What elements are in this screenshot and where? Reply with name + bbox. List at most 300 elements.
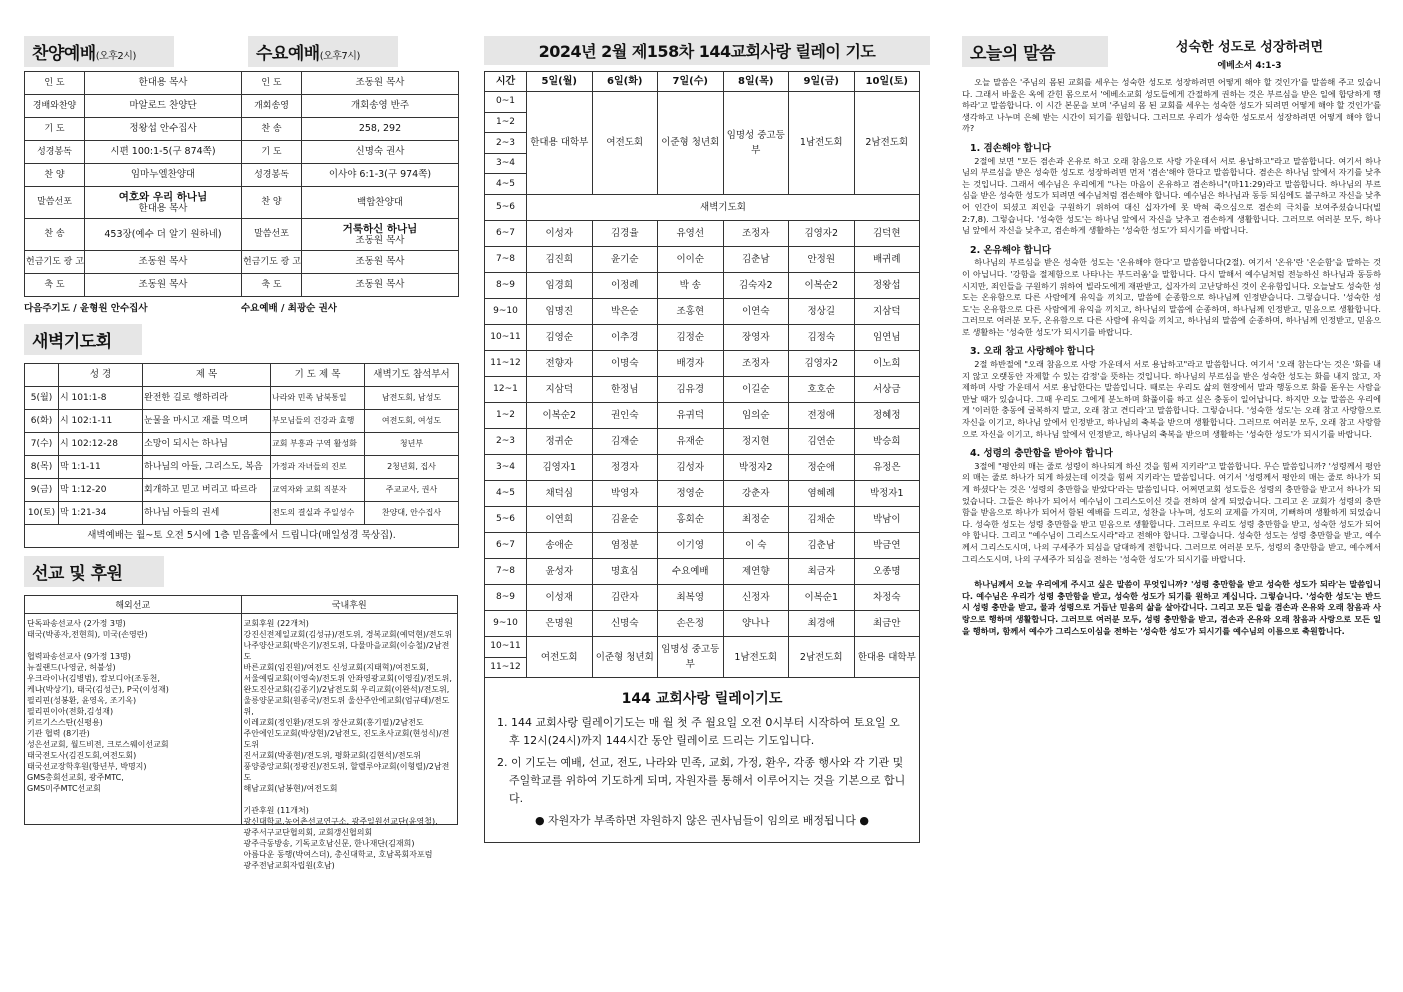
relay-time-cell: 1~2 <box>485 402 527 428</box>
sunday-order-value-text: 453장(예수 더 알기 원하네) <box>104 228 222 240</box>
relay-header-cell: 6일(화) <box>592 72 658 92</box>
relay-time-cell: 5~6 <box>485 194 527 220</box>
dawn-cell: 6(화) <box>25 410 59 433</box>
sermon-point-text: 3절에 "평안의 매는 줄로 성령이 하나되게 하신 것을 힘써 지키라"고 말씀합니다. 무슨 말씀입니까? '성령께서 평안의 매는 줄로 하나가 되게 하셨는데 이것을 힘써 지키라'는 말씀입니다. 여기서 '성령께서 평안의 매는 줄로 하나가 되게 하셨다'는 것은 '성령의 충만함을 받았다'라는 말씀입니다. 어쩌면교회 성도들은 성령의 충만함을 받고서 하나가 되었습니다. 그들은 하나가 되어서 예수님이 그리스도이신 것을 전하며 살게 되었습니다. 그리고 온 교회가 성령의 충만함을 받음으로 하나가 되어서 함된 예배를 드리고, 성찬을 나누며, 성도의 교제를 가지며, 기뻐하며 생활하게 되었습니다. 성숙한 성도는 성령 충만함을 받고 믿음으로 생활합니다. 그러므로 우리도 성령 충만함을 받고, 성숙한 성도가 되어야 합니다. 그리고 "예수님이 그리스도시라"라고 전해야 합니다. 그렇습니다. 성숙한 성도는 성령 충만함을 받고, 예수께서 그리스도시며, 나의 구세주가 되심을 담대하게 전합니다. 그러므로 여러분 모두, 성령의 충만함을 받고, 예수께서 그리스도시며, 나의 구세주가 되심을 전하는 '성숙한 성도'가 되시기를 바랍니다. <box>962 460 1381 564</box>
relay-name-cell: 임명진 <box>527 298 593 324</box>
relay-time-cell: 2~3 <box>485 133 527 154</box>
dawn-footer: 새벽예배는 월~토 오전 5시에 1층 믿음홀에서 드립니다(매일성경 묵상집). <box>25 525 459 548</box>
wednesday-order-value <box>302 95 459 118</box>
dawn-cell: 부모님들의 건강과 효행 <box>271 410 365 433</box>
worship-row <box>25 141 459 164</box>
sermon-point-title: 2. 온유해야 합니다 <box>970 244 1052 256</box>
sunday-order-value-text: 마알로드 찬양단 <box>129 100 197 112</box>
relay-row <box>485 610 920 636</box>
worship-row <box>25 164 459 187</box>
relay-time-cell: 9~10 <box>485 298 527 324</box>
sunday-next-prayer: 다음주기도 / 윤형원 안수집사 <box>24 303 148 314</box>
wednesday-order-label: 개회송영 <box>242 95 302 118</box>
relay-name-cell: 정귀순 <box>527 428 593 454</box>
wednesday-order-value <box>302 141 459 164</box>
relay-name-cell: 신정자 <box>723 584 789 610</box>
relay-name-cell: 은명원 <box>527 610 593 636</box>
left-column <box>24 36 458 870</box>
relay-name-cell: 이명숙 <box>592 350 658 376</box>
relay-name-cell: 김성자 <box>658 454 724 480</box>
relay-name-cell: 박금연 <box>854 532 920 558</box>
relay-row <box>485 454 920 480</box>
relay-name-cell: 이성재 <box>527 584 593 610</box>
relay-name-cell: 박승희 <box>854 428 920 454</box>
sermon-reference: 에베소서 4:1-3 <box>1217 61 1282 71</box>
relay-name-cell: 염정분 <box>592 532 658 558</box>
relay-time-cell: 0~1 <box>485 92 527 113</box>
sunday-order-value-text: 조동원 목사 <box>138 279 188 291</box>
relay-row <box>485 584 920 610</box>
dawn-cell: 나라와 민족 남북통일 <box>271 387 365 410</box>
middle-column <box>484 36 920 843</box>
relay-time-cell: 7~8 <box>485 558 527 584</box>
relay-name-cell: 박정자1 <box>854 480 920 506</box>
relay-name-cell: 이연숙 <box>723 298 789 324</box>
relay-name-cell: 정상길 <box>789 298 855 324</box>
relay-name-cell: 김연순 <box>789 428 855 454</box>
sunday-order-value <box>85 274 242 297</box>
dawn-cell: 10(토) <box>25 502 59 525</box>
relay-name-cell: 최금자 <box>789 558 855 584</box>
wednesday-order-label: 말씀선포 <box>242 219 302 251</box>
worship-order-table <box>24 71 459 297</box>
relay-name-cell: 박정자2 <box>723 454 789 480</box>
sunday-order-label: 찬 양 <box>25 164 85 187</box>
relay-name-cell: 김영자2 <box>789 350 855 376</box>
relay-name-cell: 유영선 <box>658 220 724 246</box>
relay-name-cell: 이추경 <box>592 324 658 350</box>
relay-group-cell: 2남전도회 <box>789 636 855 677</box>
worship-row <box>25 187 459 219</box>
relay-name-cell: 지삼덕 <box>854 298 920 324</box>
wednesday-order-value-text: 백합찬양대 <box>357 196 403 208</box>
sunday-order-label: 성경봉독 <box>25 141 85 164</box>
relay-row <box>485 350 920 376</box>
wednesday-order-label: 찬 송 <box>242 118 302 141</box>
sunday-order-value <box>85 164 242 187</box>
relay-name-cell: 최복영 <box>658 584 724 610</box>
relay-name-cell: 정순애 <box>789 454 855 480</box>
relay-name-cell: 염혜례 <box>789 480 855 506</box>
sunday-order-value-text: 조동원 목사 <box>138 256 188 268</box>
dawn-cell: 가정과 자녀들의 진로 <box>271 456 365 479</box>
relay-name-cell: 조정자 <box>723 350 789 376</box>
wednesday-order-value <box>302 219 459 251</box>
wednesday-order-value <box>302 187 459 219</box>
relay-name-cell: 정혜정 <box>854 402 920 428</box>
relay-info-3: ● 자원자가 부족하면 자원하지 않은 권사님들이 임의로 배정됩니다 ● <box>534 814 870 828</box>
wednesday-order-value-text: 조동원 목사 <box>355 279 405 291</box>
relay-name-cell: 이기영 <box>658 532 724 558</box>
sermon-conclusion: 하나님께서 오늘 우리에게 주시고 싶은 말씀이 무엇입니까? '성령 충만함을 받고 성숙한 성도가 되라'는 말씀입니다. 예수님은 우리가 성령 충만함을 받고, 성숙한 성도가 되기를 원하고 계십니다. 그렇습니다. '성숙한 성도'는 반드시 성령 충만을 받고, 물과 성령으로 거듭난 믿음의 삶을 살아갑니다. 그리고 모든 일을 겸손과 온유와 오래 참음과 사랑으로 행하며 생활합니다. 그러므로 여러분 모두, 성령 충만함을 받고, 겸손과 온유와 오래 참음과 사랑으로 모든 일을 행하며, 함께서 예수가 그리스도이심을 전하는 '성숙한 성도'가 되시기를 예수님의 이름으로 축원합니다. <box>962 579 1381 636</box>
relay-name-cell: 전정애 <box>789 402 855 428</box>
sunday-order-value-text: 정왕섭 안수집사 <box>129 123 197 135</box>
wednesday-order-value-text: 개회송영 반주 <box>350 100 410 112</box>
relay-name-cell: 임경희 <box>527 272 593 298</box>
sunday-order-value <box>85 118 242 141</box>
relay-time-cell: 9~10 <box>485 610 527 636</box>
dawn-cell: 찬양대, 안수집사 <box>365 502 459 525</box>
dawn-cell: 막 1:21-34 <box>59 502 143 525</box>
relay-name-cell: 박 송 <box>658 272 724 298</box>
dawn-header-cell: 성 경 <box>59 364 143 387</box>
relay-name-cell: 김숙자2 <box>723 272 789 298</box>
wednesday-order-label: 인 도 <box>242 72 302 95</box>
relay-name-cell: 손은정 <box>658 610 724 636</box>
relay-row <box>485 428 920 454</box>
relay-header-cell: 9일(금) <box>789 72 855 92</box>
dawn-cell: 막 1:1-11 <box>59 456 143 479</box>
relay-name-cell: 신명숙 <box>592 610 658 636</box>
sunday-order-value-text: 여호와 우리 하나님 <box>118 190 208 203</box>
sunday-order-value-text: 시편 100:1-5(구 874쪽) <box>110 146 216 158</box>
dawn-cell: 청년부 <box>365 433 459 456</box>
relay-group-cell: 1남전도회 <box>723 636 789 677</box>
relay-row <box>485 246 920 272</box>
relay-name-cell: 정영순 <box>658 480 724 506</box>
relay-name-cell: 이정례 <box>592 272 658 298</box>
relay-name-cell: 조홍현 <box>658 298 724 324</box>
relay-name-cell: 전향자 <box>527 350 593 376</box>
dawn-header-cell: 새벽기도 참석부서 <box>365 364 459 387</box>
sermon-point-title: 4. 성령의 충만함을 받아야 합니다 <box>970 448 1113 460</box>
relay-time-cell: 3~4 <box>485 153 527 174</box>
relay-name-cell: 유재순 <box>658 428 724 454</box>
dawn-row <box>25 387 459 410</box>
relay-name-cell: 안정원 <box>789 246 855 272</box>
relay-name-cell: 차정숙 <box>854 584 920 610</box>
relay-name-cell: 김정숙 <box>789 324 855 350</box>
relay-name-cell: 김영자1 <box>527 454 593 480</box>
relay-time-cell: 10~11 <box>485 636 527 657</box>
relay-header-cell: 8일(목) <box>723 72 789 92</box>
relay-group-cell: 2남전도회 <box>854 92 920 195</box>
wednesday-order-value-text: 조동원 목사 <box>355 256 405 268</box>
sunday-order-label: 경배와찬양 <box>25 95 85 118</box>
relay-name-cell: 채덕심 <box>527 480 593 506</box>
relay-row <box>485 402 920 428</box>
sunday-order-value-text: 한대용 목사 <box>138 77 188 89</box>
relay-name-cell: 오종명 <box>854 558 920 584</box>
relay-name-cell: 수요예배 <box>658 558 724 584</box>
relay-name-cell: 홍회순 <box>658 506 724 532</box>
relay-time-cell: 8~9 <box>485 584 527 610</box>
relay-header-cell: 시간 <box>485 72 527 92</box>
relay-time-cell: 8~9 <box>485 272 527 298</box>
wednesday-order-value-text: 신명숙 권사 <box>355 146 405 158</box>
dawn-cell: 하나님 아들의 권세 <box>143 502 271 525</box>
relay-time-cell: 6~7 <box>485 532 527 558</box>
wednesday-order-label: 축 도 <box>242 274 302 297</box>
wednesday-order-value-text: 이사야 6:1-3(구 974쪽) <box>328 169 432 181</box>
wednesday-order-value-sub: 조동원 목사 <box>355 235 405 247</box>
overseas-mission-header: 해외선교 <box>115 601 151 611</box>
dawn-cell: 5(월) <box>25 387 59 410</box>
dawn-cell: 눈물을 마시고 재를 먹으며 <box>143 410 271 433</box>
sermon-point-title: 1. 겸손해야 합니다 <box>970 142 1052 154</box>
wednesday-order-value-text: 258, 292 <box>358 123 402 135</box>
dawn-cell: 교역자와 교회 직분자 <box>271 479 365 502</box>
dawn-cell: 주교교사, 권사 <box>365 479 459 502</box>
dawn-cell: 8(목) <box>25 456 59 479</box>
dawn-cell: 막 1:12-20 <box>59 479 143 502</box>
relay-row <box>485 480 920 506</box>
dawn-cell: 여전도회, 여성도 <box>365 410 459 433</box>
relay-name-cell: 조정자 <box>723 220 789 246</box>
dawn-cell: 소망이 되시는 하나님 <box>143 433 271 456</box>
sermon-point-text: 2절 하반절에 "오래 참음으로 사랑 가운데서 서로 용납하고"라고 말씀합니다. 여기서 '오래 참는다'는 것은 '화를 내지 않고 오랫동안 자제할 수 있는 감정'을 뜻하는 것입니다. 하나님의 부르심을 받은 성숙한 성도는 화를 내지 않고, 자제하며 사랑 가운데서 서로 용납한다는 말씀입니다. 때로는 우리도 삶의 현장에서 말과 행동으로 화를 돋우는 사람을 만날 때가 있습니다. 그때 우리도 그에게 분노하며 화풀이를 하고 싶은 충동이 일어납니다. 하지만 오늘 말씀은 우리에게 '이러한 충동에 굴복하지 말고, 오래 참고 견디라'고 말씀합니다. 그렇습니다. '성숙한 성도'는 오래 참고 사랑함으로 자신을 이기고, 하나님 앞에서 인정받고, 하나님의 축복을 받으며 생활합니다. 그러므로 여러분 모두, 오래 참고 사랑함으로 자신을 이기고, 하나님 앞에서 인정받고, 하나님의 축복을 받으며 생활하는 '성숙한 성도'가 되시기를 바랍니다. <box>962 359 1381 439</box>
relay-row <box>485 506 920 532</box>
relay-name-cell: 김덕현 <box>854 220 920 246</box>
relay-name-cell: 서상금 <box>854 376 920 402</box>
relay-time-cell: 6~7 <box>485 220 527 246</box>
dawn-cell: 시 102:12-28 <box>59 433 143 456</box>
relay-time-cell: 3~4 <box>485 454 527 480</box>
relay-time-cell: 12~1 <box>485 376 527 402</box>
relay-name-cell: 이 숙 <box>723 532 789 558</box>
relay-name-cell: 임의순 <box>723 402 789 428</box>
wednesday-order-value <box>302 274 459 297</box>
relay-row <box>485 220 920 246</box>
sunday-order-value <box>85 251 242 274</box>
relay-group-cell: 한대용 대학부 <box>527 92 593 195</box>
relay-row <box>485 532 920 558</box>
relay-time-cell: 7~8 <box>485 246 527 272</box>
relay-name-cell: 한정님 <box>592 376 658 402</box>
sunday-order-value <box>85 95 242 118</box>
sunday-order-value-sub: 한대용 목사 <box>138 203 188 215</box>
wednesday-order-value <box>302 251 459 274</box>
sunday-order-value <box>85 219 242 251</box>
dawn-cell: 시 101:1-8 <box>59 387 143 410</box>
relay-name-cell: 김영자2 <box>789 220 855 246</box>
sermon-point-text: 2절에 보면 "모든 겸손과 온유로 하고 오래 참음으로 사랑 가운데서 서로 용납하고"라고 말씀합니다. 여기서 하나님의 부르심을 받은 성숙한 성도로 성장하려면 먼저 '겸손'해야 한다고 말씀합니다. 겸손은 하나님 앞에서 자기를 낮추는 것입니다. 그래서 예수님은 우리에게 "나는 마음이 온유하고 겸손하니"(마11:29)라고 말씀합니다. 하나님의 부르심을 받은 성숙한 성도가 되려면 예수님처럼 겸손해야 합니다. 예수님은 하나님과 동등 되심에도 불구하고 자신을 낮추어 인간이 되셨고 죄인을 구원하기 위하여 대신 십자가에 못 박혀 죽으심으로 겸손의 극치를 보여주셨습니다(빌2:7,8). 그렇습니다. '성숙한 성도'는 하나님 앞에서 자신을 낮추고 겸손하게 생활합니다. 그러므로 여러분 모두, 하나님 앞에서 자신을 낮추고, 겸손하게 생활하는 '성숙한 성도'가 되시기를 바랍니다. <box>962 155 1381 236</box>
relay-name-cell: 김유경 <box>658 376 724 402</box>
worship-row <box>25 251 459 274</box>
relay-name-cell: 명효심 <box>592 558 658 584</box>
relay-name-cell: 호호순 <box>789 376 855 402</box>
relay-name-cell: 임연님 <box>854 324 920 350</box>
relay-time-cell: 11~12 <box>485 657 527 678</box>
relay-name-cell: 배경자 <box>658 350 724 376</box>
relay-name-cell: 이복순2 <box>789 272 855 298</box>
relay-group-cell: 1남전도회 <box>789 92 855 195</box>
relay-group-cell: 임명성 중고등부 <box>723 92 789 195</box>
sunday-order-label: 기 도 <box>25 118 85 141</box>
dawn-row <box>25 410 459 433</box>
overseas-mission-list: 단독파송선교사 (2가정 3명) 태국(박종자,전현희), 미국(손영란) 협력파송선교사 (9가정 13명) 뉴질랜드(나영균, 허불성) 우크라이나(김병범), 캄보디아(조동천, 케냐(박상기), 태국(김성근), P국(이성재) 필리핀(성봉환, 윤영옥, 조기옥) 필리핀이아(전화,김성재) 키르기스스탄(신평용) 기관 협력 (8기관) 성은선교회, 월드비전, 크로스웨이선교회 태국전도사(김진도회,여전도회) 태국선교장학후원(항년부, 박명지) GMS총회선교회, 광주MTC, GMS미주MTC선교회 <box>27 619 169 793</box>
worship-row <box>25 95 459 118</box>
relay-name-cell: 김채순 <box>789 506 855 532</box>
relay-row <box>485 272 920 298</box>
wednesday-service-title: 수요예배(오후7시) <box>248 36 398 67</box>
dawn-prayer-table <box>24 363 459 548</box>
dawn-cell: 전도의 결실과 주일성수 <box>271 502 365 525</box>
sermon-point-title: 3. 오래 참고 사랑해야 합니다 <box>970 346 1095 358</box>
relay-info-2: 2. 이 기도는 예배, 선교, 전도, 나라와 민족, 교회, 가정, 환우, 각종 행사와 각 기관 및 주일학교를 위하여 기도하게 되며, 자원자를 통해서 이루어지는 것을 기본으로 합니다. <box>497 756 906 806</box>
relay-name-cell: 유정은 <box>854 454 920 480</box>
relay-name-cell: 이노희 <box>854 350 920 376</box>
relay-name-cell: 제연향 <box>723 558 789 584</box>
relay-time-cell: 11~12 <box>485 350 527 376</box>
relay-time-cell: 5~6 <box>485 506 527 532</box>
sunday-order-label: 축 도 <box>25 274 85 297</box>
worship-row <box>25 219 459 251</box>
right-column <box>962 36 1381 637</box>
relay-name-cell: 정왕섭 <box>854 272 920 298</box>
relay-dawn-cell: 새벽기도회 <box>527 194 920 220</box>
sunday-order-label: 인 도 <box>25 72 85 95</box>
dawn-row <box>25 456 459 479</box>
domestic-support-header: 국내후원 <box>241 596 458 613</box>
relay-name-cell: 박영자 <box>592 480 658 506</box>
relay-prayer-title: 2024년 2월 제158차 144교회사랑 릴레이 기도 <box>484 36 930 65</box>
relay-name-cell: 지삼덕 <box>527 376 593 402</box>
relay-name-cell: 박남이 <box>854 506 920 532</box>
relay-name-cell: 최경애 <box>789 610 855 636</box>
relay-name-cell: 김춘남 <box>723 246 789 272</box>
relay-name-cell: 배귀례 <box>854 246 920 272</box>
relay-group-cell: 이준형 청년회 <box>658 92 724 195</box>
wednesday-order-label: 찬 양 <box>242 187 302 219</box>
sermon-point-text: 하나님의 부르심을 받은 성숙한 성도는 '온유해야 한다'고 말씀합니다(2절). 여기서 '온유'란 '온순함'을 말하는 것이 아닙니다. '강함을 절제함으로 나타나는 부드러움'을 말합니다. 다시 말해서 예수님처럼 전능하신 하나님과 동등하시지만, 죄인들을 구원하기 위하여 빌라도에게 재판받고, 십자가의 고난당하신 것이 온유함입니다. 오늘날도 성숙한 성도는 온유함으로 다른 사람에게 유익을 끼치고, 말씀에 순종함으로 하나님께 인정받습니다. 그렇습니다. '성숙한 성도'는 온유함으로 다른 사람에게 유익을 끼치고, 하나님의 말씀에 순종하며, 하나님께 인정받고, 믿음으로 생활합니다. 그러므로 여러분 모두, 온유함으로 다른 사람에 유익을 끼치고, 하나님의 말씀에 순종하며, 하나님께 인정받고, 믿음으로 생활하는 '성숙한 성도'가 되시기를 바랍니다. <box>962 257 1381 337</box>
relay-header-cell: 7일(수) <box>658 72 724 92</box>
relay-name-cell: 윤성자 <box>527 558 593 584</box>
sunday-order-value <box>85 187 242 219</box>
relay-name-cell: 김정순 <box>658 324 724 350</box>
sunday-order-label: 찬 송 <box>25 219 85 251</box>
relay-name-cell: 최금안 <box>854 610 920 636</box>
sunday-order-label: 말씀선포 <box>25 187 85 219</box>
relay-group-cell: 여전도회 <box>527 636 593 677</box>
sunday-order-value-text: 임마누엘찬양대 <box>130 169 196 181</box>
worship-row <box>25 274 459 297</box>
domestic-support-list: 교회후원 (22개처) 강진신전제일교회(김성규)/전도위, 경복교회(예덕현)/전도위 나주양산교회(박은기)/전도위, 다물마을교회(이승철)/2남전도 바른교회(임진원)/여전도 신성교회(지태혁)/여전도회, 서울예림교회(이영숙)/전도위 안좌영광교회(이영길)/전도위, 완도진산교회(김종기)/2남전도회 우리교회(이완석)/전도위, 울릉양문교회(원종국)/전도위 울산주안에교회(엄규태)/전도위, 이레교회(정인환)/전도위 장산교회(홍기필)/2남전도 주안에인도교회(박상현)/2남전도, 진도초사교회(현성식)/전도위 진서교회(박종현)/전도위, 평화교회(김현석)/전도위 풍양중앙교회(정광진)/전도위, 할렐루야교회(이형렬)/2남전도 해남교회(남봉현)/여전도회 기관후원 (11개처) 광신대학교,농어촌선교연구소, 광주일원선교단(윤영철), 광주서구교단협의회, 교회갱신협의회 광주극동방송, 기독교호남신문, 한나재단(김재희) 아름다운 동행(박여스더), 총신대학교, 호남목회자포럼 광주전남교회자립원(호남) <box>241 614 458 824</box>
relay-time-cell: 4~5 <box>485 480 527 506</box>
dawn-cell: 완전한 길로 행하리라 <box>143 387 271 410</box>
sermon-body <box>962 77 1381 637</box>
dawn-cell: 교회 부흥과 구역 활성화 <box>271 433 365 456</box>
relay-name-cell: 김란자 <box>592 584 658 610</box>
relay-name-cell: 송애순 <box>527 532 593 558</box>
relay-time-cell: 2~3 <box>485 428 527 454</box>
relay-name-cell: 이길순 <box>723 376 789 402</box>
sunday-order-value <box>85 141 242 164</box>
relay-info-box <box>484 678 920 843</box>
wednesday-order-value <box>302 72 459 95</box>
worship-row <box>25 72 459 95</box>
wednesday-order-value <box>302 164 459 187</box>
relay-name-cell: 김춘남 <box>789 532 855 558</box>
wednesday-order-label: 기 도 <box>242 141 302 164</box>
wednesday-order-value-text: 거룩하신 하나님 <box>342 222 418 235</box>
relay-name-cell: 이이순 <box>658 246 724 272</box>
relay-group-cell: 임명성 중고등부 <box>658 636 724 677</box>
worship-row <box>25 118 459 141</box>
relay-name-cell: 정경자 <box>592 454 658 480</box>
dawn-cell: 시 102:1-11 <box>59 410 143 433</box>
relay-header-cell: 5일(월) <box>527 72 593 92</box>
relay-time-cell: 10~11 <box>485 324 527 350</box>
relay-row <box>485 558 920 584</box>
dawn-header-cell <box>25 364 59 387</box>
relay-name-cell: 김재순 <box>592 428 658 454</box>
relay-name-cell: 윤기순 <box>592 246 658 272</box>
relay-name-cell: 박은순 <box>592 298 658 324</box>
relay-row <box>485 324 920 350</box>
dawn-prayer-title: 새벽기도회 <box>24 324 142 355</box>
dawn-cell: 2청년회, 집사 <box>365 456 459 479</box>
relay-header-cell: 10일(토) <box>854 72 920 92</box>
dawn-row <box>25 502 459 525</box>
mission-support-title: 선교 및 후원 <box>24 556 164 587</box>
dawn-cell: 남전도회, 남성도 <box>365 387 459 410</box>
wednesday-order-label: 헌금기도 광 고 <box>242 251 302 274</box>
dawn-header-cell: 기 도 제 목 <box>271 364 365 387</box>
sermon-heading: 성숙한 성도로 성장하려면 <box>1175 40 1324 55</box>
relay-name-cell: 김영순 <box>527 324 593 350</box>
relay-group-cell: 이준형 청년회 <box>592 636 658 677</box>
relay-row <box>485 376 920 402</box>
relay-info-title: 144 교회사랑 릴레이기도 <box>621 691 783 708</box>
dawn-cell: 9(금) <box>25 479 59 502</box>
relay-row <box>485 298 920 324</box>
mission-support-box <box>24 595 458 870</box>
wednesday-order-value <box>302 118 459 141</box>
relay-group-cell: 여전도회 <box>592 92 658 195</box>
relay-name-cell: 이복순1 <box>789 584 855 610</box>
relay-name-cell: 권인숙 <box>592 402 658 428</box>
relay-name-cell: 이연희 <box>527 506 593 532</box>
relay-name-cell: 강춘자 <box>723 480 789 506</box>
dawn-cell: 7(수) <box>25 433 59 456</box>
relay-name-cell: 이복순2 <box>527 402 593 428</box>
relay-name-cell: 이성자 <box>527 220 593 246</box>
dawn-cell: 하나님의 아들, 그리스도, 복음 <box>143 456 271 479</box>
relay-info-1: 1. 144 교회사랑 릴레이기도는 매 월 첫 주 월요일 오전 0시부터 시작하여 토요일 오후 12시(24시)까지 144시간 동안 릴레이로 드리는 기도입니다. <box>497 716 900 748</box>
relay-name-cell: 정지현 <box>723 428 789 454</box>
relay-time-cell: 4~5 <box>485 174 527 195</box>
wednesday-order-label: 성경봉독 <box>242 164 302 187</box>
relay-prayer-table <box>484 71 920 678</box>
dawn-header-cell: 제 목 <box>143 364 271 387</box>
relay-name-cell: 김경율 <box>592 220 658 246</box>
relay-name-cell: 김윤순 <box>592 506 658 532</box>
relay-time-cell: 1~2 <box>485 112 527 133</box>
relay-name-cell: 장영자 <box>723 324 789 350</box>
sunday-order-label: 헌금기도 광 고 <box>25 251 85 274</box>
relay-group-cell: 한대용 대학부 <box>854 636 920 677</box>
sunday-order-value <box>85 72 242 95</box>
today-word-title: 오늘의 말씀 <box>962 36 1108 67</box>
dawn-row <box>25 433 459 456</box>
sermon-intro: 오늘 말씀은 '주님의 몸된 교회를 세우는 성숙한 성도로 성장하려면 어떻게 해야 할 것인가'를 말씀해 주고 있습니다. 그래서 바울은 옥에 갇힌 몸으로서 '에베소교회 성도들에게 간절하게 권하는 것은 부르심을 받은 일에 합당하게 행하라'고 말씀합니다. 이 시간 본문을 보며 '주님의 몸 된 교회를 세우는 성숙한 성도가 되려면 어떻게 해야 할 것인가'를 생각하고 나누며 은혜 받는 시간이 되기를 원합니다. 그러므로 우리가 성숙한 성도로서 성장하려면 어떻게 해야 합니까? <box>962 77 1381 134</box>
relay-name-cell: 양나나 <box>723 610 789 636</box>
relay-name-cell: 유귀덕 <box>658 402 724 428</box>
wednesday-prayer-note: 수요예배 / 최광순 권사 <box>241 303 337 314</box>
wednesday-order-value-text: 조동원 목사 <box>355 77 405 89</box>
relay-name-cell: 최정순 <box>723 506 789 532</box>
relay-name-cell: 김진희 <box>527 246 593 272</box>
dawn-cell: 회개하고 믿고 버리고 따르라 <box>143 479 271 502</box>
sunday-service-title: 찬양예배(오후2시) <box>24 36 174 67</box>
dawn-row <box>25 479 459 502</box>
